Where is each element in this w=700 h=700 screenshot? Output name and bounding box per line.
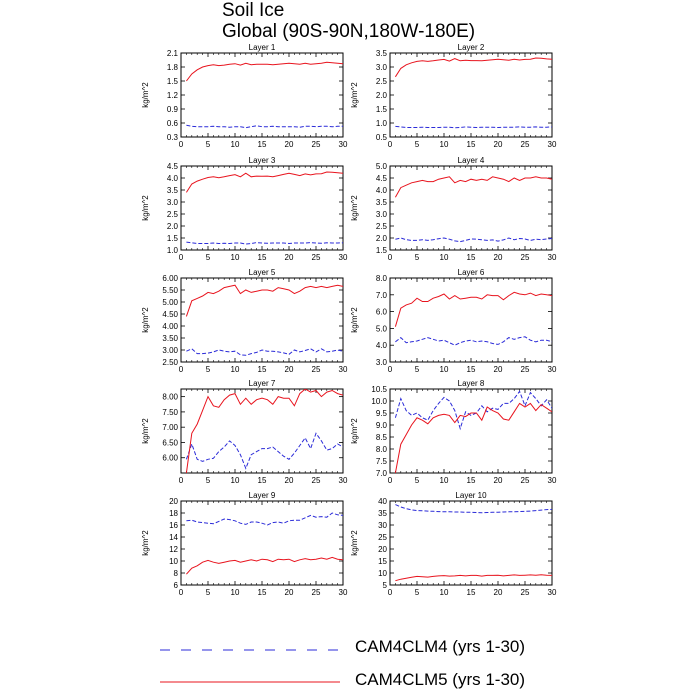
panel-4-ylabel: kg/m^2	[350, 195, 359, 221]
panel-2-xtick-label: 0	[387, 140, 393, 149]
panel-9-ylabel: kg/m^2	[141, 530, 150, 556]
panel-6-ytick-label: 8.0	[375, 274, 387, 283]
panel-5-ylabel: kg/m^2	[141, 307, 150, 333]
panel-10-title: Layer 10	[455, 491, 487, 500]
panel-3-ytick-label: 3.5	[166, 186, 178, 195]
panel-1-title: Layer 1	[248, 43, 276, 52]
panel-2-xtick-label: 10	[439, 140, 449, 149]
panel-7-xtick-label: 0	[178, 476, 184, 485]
panel-1-ytick-label: 1.2	[166, 91, 178, 100]
panel-3-ytick-label: 2.5	[166, 210, 178, 219]
panel-7-series-clm5	[186, 389, 343, 473]
panel-10-ytick-label: 15	[378, 557, 387, 566]
panel-9-series-clm5	[186, 557, 343, 574]
panel-10-ytick-label: 20	[378, 545, 387, 554]
panel-9-ytick-label: 12	[169, 545, 178, 554]
panel-8-ytick-label: 7.5	[375, 457, 387, 466]
panel-6-ytick-label: 6.0	[375, 307, 387, 317]
panel-10-frame	[390, 501, 552, 585]
panel-4-xtick-label: 15	[466, 253, 476, 262]
panel-10-ylabel: kg/m^2	[350, 530, 359, 556]
panel-6-ytick-label: 4.0	[375, 341, 387, 351]
legend-label-clm5: CAM4CLM5 (yrs 1-30)	[355, 670, 526, 689]
panel-5-frame	[181, 278, 343, 362]
panel-10-xtick-label: 10	[439, 588, 449, 597]
panel-10-ytick-label: 25	[378, 533, 387, 542]
panel-4-ytick-label: 3.0	[375, 210, 387, 219]
panel-1-ytick-label: 1.5	[166, 77, 178, 86]
panel-2-xtick-label: 20	[493, 140, 503, 149]
panel-10-series-clm5	[395, 575, 552, 581]
panel-9-title: Layer 9	[248, 491, 276, 500]
panel-3-title: Layer 3	[248, 156, 276, 165]
panel-7-ytick-label: 7.00	[162, 423, 178, 433]
panel-2-ylabel: kg/m^2	[350, 82, 359, 108]
panel-1-xtick-label: 30	[338, 140, 348, 149]
panel-10-xtick-label: 0	[387, 588, 393, 597]
panel-10-ytick-label: 40	[378, 497, 387, 506]
panel-8-ytick-label: 9.0	[375, 421, 387, 430]
panel-2-xtick-label: 15	[466, 140, 476, 149]
panel-6-ytick-label: 7.0	[375, 290, 387, 300]
panel-10-ytick-label: 10	[378, 569, 387, 578]
panel-8-ytick-label: 9.5	[375, 409, 387, 418]
panel-2-ytick-label: 0.5	[375, 133, 387, 142]
panel-5-xtick-label: 25	[311, 365, 321, 374]
panel-6-ytick-label: 3.0	[375, 358, 387, 367]
panel-8-title: Layer 8	[457, 379, 485, 388]
panel-6-xtick-label: 5	[414, 365, 420, 374]
panel-3-xtick-label: 20	[284, 253, 294, 262]
panel-4-xtick-label: 25	[520, 253, 530, 262]
panel-8-ytick-label: 8.0	[375, 445, 387, 454]
panel-2-title: Layer 2	[457, 43, 485, 52]
panel-2-frame	[390, 53, 552, 137]
panel-3-series-clm5	[186, 172, 343, 192]
panel-2-xtick-label: 5	[414, 140, 420, 149]
panel-9-ytick-label: 20	[169, 497, 178, 506]
panel-8-xtick-label: 10	[439, 476, 449, 485]
panel-8-xtick-label: 15	[466, 476, 476, 485]
panel-1-xtick-label: 15	[257, 140, 267, 149]
panel-10-xtick-label: 15	[466, 588, 476, 597]
panel-7-xtick-label: 5	[205, 476, 211, 485]
panel-4-title: Layer 4	[457, 156, 485, 165]
panel-1-series-clm5	[186, 62, 343, 81]
panel-4-ytick-label: 3.5	[375, 198, 387, 207]
panel-9-ytick-label: 8	[173, 569, 178, 578]
panel-8-frame	[390, 389, 552, 473]
panel-3-xtick-label: 10	[230, 253, 240, 262]
panel-9-series-clm4	[186, 513, 343, 525]
panel-7-ytick-label: 8.00	[162, 392, 178, 402]
panel-2-series-clm5	[395, 58, 552, 77]
panel-9-xtick-label: 30	[338, 588, 348, 597]
panel-5-series-clm4	[186, 349, 343, 356]
panel-5-ytick-label: 3.00	[162, 346, 178, 355]
panel-5-ytick-label: 5.00	[162, 298, 178, 307]
panel-5-xtick-label: 10	[230, 365, 240, 374]
panel-6-series-clm5	[395, 292, 552, 326]
panel-1-xtick-label: 5	[205, 140, 211, 149]
panel-8-xtick-label: 5	[414, 476, 420, 485]
panel-4-series-clm4	[395, 238, 552, 242]
panel-2-ytick-label: 1.0	[375, 119, 387, 128]
panel-1-frame	[181, 53, 343, 137]
panel-8-xtick-label: 20	[493, 476, 503, 485]
panel-6-series-clm4	[395, 337, 552, 345]
panel-4-ytick-label: 5.0	[375, 162, 387, 171]
panel-7-series-clm4	[186, 433, 343, 468]
panel-2-ytick-label: 3.5	[375, 49, 387, 58]
panel-8-ytick-label: 7.0	[375, 469, 387, 478]
panel-3-series-clm4	[186, 242, 343, 244]
panel-7-title: Layer 7	[248, 379, 276, 388]
panel-9-xtick-label: 15	[257, 588, 267, 597]
panel-3-xtick-label: 25	[311, 253, 321, 262]
panel-1-ylabel: kg/m^2	[141, 82, 150, 108]
panel-5-ytick-label: 4.00	[162, 322, 178, 331]
panel-3-ytick-label: 4.0	[166, 174, 178, 183]
panel-9-ytick-label: 16	[169, 521, 178, 530]
panel-5-ytick-label: 5.50	[162, 286, 178, 295]
panel-5-xtick-label: 30	[338, 365, 348, 374]
panel-8-ylabel: kg/m^2	[350, 418, 359, 444]
panel-8-xtick-label: 25	[520, 476, 530, 485]
panel-1-xtick-label: 25	[311, 140, 321, 149]
panel-1-ytick-label: 1.8	[166, 63, 178, 72]
panel-1-ytick-label: 0.3	[166, 133, 178, 142]
panel-2-xtick-label: 30	[547, 140, 557, 149]
panel-5-title: Layer 5	[248, 268, 276, 277]
panel-2-ytick-label: 3.0	[375, 63, 387, 72]
panel-6-title: Layer 6	[457, 268, 485, 277]
panel-3-ytick-label: 3.0	[166, 198, 178, 207]
panel-10-xtick-label: 25	[520, 588, 530, 597]
panel-3-ytick-label: 1.0	[166, 246, 178, 255]
panel-7-ytick-label: 7.50	[162, 407, 178, 417]
panel-4-ytick-label: 2.0	[375, 234, 387, 243]
panel-5-ytick-label: 6.00	[162, 274, 178, 283]
panel-1-ytick-label: 2.1	[166, 49, 178, 58]
panel-5-ytick-label: 4.50	[162, 310, 178, 319]
panel-6-xtick-label: 25	[520, 365, 530, 374]
panel-1-xtick-label: 20	[284, 140, 294, 149]
panel-1-series-clm4	[186, 125, 343, 127]
panel-3-ylabel: kg/m^2	[141, 195, 150, 221]
panel-9-xtick-label: 5	[205, 588, 211, 597]
panel-2-ytick-label: 1.5	[375, 105, 387, 114]
panel-4-xtick-label: 20	[493, 253, 503, 262]
panel-9-xtick-label: 0	[178, 588, 184, 597]
panel-3-xtick-label: 30	[338, 253, 348, 262]
panel-4-xtick-label: 0	[387, 253, 393, 262]
panel-3-xtick-label: 15	[257, 253, 267, 262]
panel-3-xtick-label: 0	[178, 253, 184, 262]
panel-5-ytick-label: 2.50	[162, 358, 178, 367]
panel-3-ytick-label: 1.5	[166, 234, 178, 243]
panel-4-series-clm5	[395, 177, 552, 197]
panel-3-xtick-label: 5	[205, 253, 211, 262]
panel-4-xtick-label: 5	[414, 253, 420, 262]
panel-1-xtick-label: 10	[230, 140, 240, 149]
panel-9-ytick-label: 18	[169, 509, 178, 518]
panel-5-xtick-label: 20	[284, 365, 294, 374]
panel-6-xtick-label: 0	[387, 365, 393, 374]
panel-4-ytick-label: 2.5	[375, 222, 387, 231]
panel-10-ytick-label: 35	[378, 509, 387, 518]
panel-8-ytick-label: 8.5	[375, 433, 387, 442]
panel-9-frame	[181, 501, 343, 585]
panel-4-ytick-label: 4.5	[375, 174, 387, 183]
chart-subtitle: Global (90S-90N,180W-180E)	[222, 21, 476, 42]
panel-5-series-clm5	[186, 285, 343, 316]
panel-4-frame	[390, 166, 552, 250]
panel-7-xtick-label: 10	[230, 476, 240, 485]
panel-9-ytick-label: 14	[169, 533, 178, 542]
panel-2-ytick-label: 2.5	[375, 77, 387, 86]
panel-8-ytick-label: 10.5	[371, 385, 387, 394]
panel-7-xtick-label: 20	[284, 476, 294, 485]
panel-10-ytick-label: 30	[378, 521, 387, 530]
panel-7-xtick-label: 25	[311, 476, 321, 485]
panel-9-ytick-label: 10	[169, 557, 178, 566]
panel-6-xtick-label: 10	[439, 365, 449, 374]
panel-5-xtick-label: 0	[178, 365, 184, 374]
panel-6-xtick-label: 20	[493, 365, 503, 374]
panel-8-ytick-label: 10.0	[371, 397, 387, 406]
panel-8-xtick-label: 30	[547, 476, 557, 485]
panel-7-ylabel: kg/m^2	[141, 418, 150, 444]
panel-5-xtick-label: 5	[205, 365, 211, 374]
panel-5-ytick-label: 3.50	[162, 334, 178, 343]
panel-5-xtick-label: 15	[257, 365, 267, 374]
panel-6-frame	[390, 278, 552, 362]
panel-10-ytick-label: 5	[382, 581, 387, 590]
panel-3-ytick-label: 2.0	[166, 222, 178, 231]
panel-9-xtick-label: 10	[230, 588, 240, 597]
panel-10-xtick-label: 5	[414, 588, 420, 597]
panel-7-ytick-label: 6.00	[162, 453, 178, 463]
panel-9-ytick-label: 6	[173, 581, 178, 590]
panel-6-xtick-label: 15	[466, 365, 476, 374]
panel-7-xtick-label: 15	[257, 476, 267, 485]
panel-2-xtick-label: 25	[520, 140, 530, 149]
panel-10-xtick-label: 30	[547, 588, 557, 597]
panel-1-ytick-label: 0.9	[166, 105, 178, 114]
panel-2-ytick-label: 2.0	[375, 91, 387, 100]
panel-9-xtick-label: 20	[284, 588, 294, 597]
panel-6-xtick-label: 30	[547, 365, 557, 374]
panel-6-ytick-label: 5.0	[375, 324, 387, 334]
panel-4-ytick-label: 1.5	[375, 246, 387, 255]
legend-label-clm4: CAM4CLM4 (yrs 1-30)	[355, 637, 526, 656]
panel-8-series-clm4	[395, 391, 552, 428]
panel-7-ytick-label: 6.50	[162, 438, 178, 448]
panel-10-series-clm4	[395, 505, 552, 513]
panel-4-xtick-label: 30	[547, 253, 557, 262]
panel-1-xtick-label: 0	[178, 140, 184, 149]
panel-9-xtick-label: 25	[311, 588, 321, 597]
panel-1-ytick-label: 0.6	[166, 119, 178, 128]
panel-8-xtick-label: 0	[387, 476, 393, 485]
panel-4-xtick-label: 10	[439, 253, 449, 262]
chart-title: Soil Ice	[222, 0, 285, 21]
panel-7-frame	[181, 389, 343, 473]
panel-6-ylabel: kg/m^2	[350, 307, 359, 333]
panel-3-ytick-label: 4.5	[166, 162, 178, 171]
panel-10-xtick-label: 20	[493, 588, 503, 597]
panel-4-ytick-label: 4.0	[375, 186, 387, 195]
panel-2-series-clm4	[395, 126, 552, 127]
panel-7-xtick-label: 30	[338, 476, 348, 485]
